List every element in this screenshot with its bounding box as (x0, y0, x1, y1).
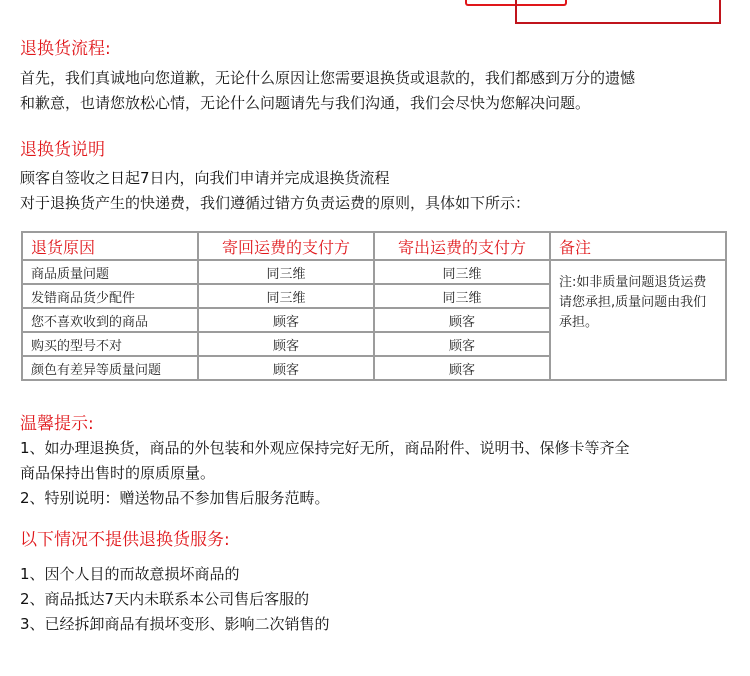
return-payer-cell: 顾客 (198, 308, 374, 332)
reason-cell: 颜色有差异等质量问题 (22, 356, 198, 380)
exclusions-list (20, 562, 740, 637)
return-payer-cell: 同三维 (198, 284, 374, 308)
section-heading-exclusions: 以下情况不提供退换货服务: (20, 530, 230, 550)
list-item: 1、因个人目的而故意损坏商品的 (20, 565, 240, 583)
return-payer-cell: 顾客 (198, 356, 374, 380)
outbound-payer-cell: 顾客 (374, 332, 550, 356)
section-heading-process: 退换货流程: (20, 39, 111, 59)
explanation-paragraph (20, 166, 740, 216)
outbound-payer-cell: 顾客 (374, 308, 550, 332)
process-paragraph (20, 66, 740, 116)
paragraph-line: 顾客自签收之日起7日内，向我们申请并完成退换货流程 (20, 169, 390, 187)
list-item: 2、商品抵达7天内未联系本公司售后客服的 (20, 590, 310, 608)
paragraph-line: 2、特别说明：赠送物品不参加售后服务范畴。 (20, 489, 330, 507)
list-item: 3、已经拆卸商品有损坏变形、影响二次销售的 (20, 615, 330, 633)
reason-cell: 您不喜欢收到的商品 (22, 308, 198, 332)
reason-cell: 购买的型号不对 (22, 332, 198, 356)
paragraph-line: 对于退换货产生的快递费，我们遵循过错方负责运费的原则，具体如下所示： (20, 194, 531, 212)
column-header-reason: 退货原因 (22, 232, 198, 260)
tips-paragraph (20, 436, 740, 511)
column-header-return-shipping: 寄回运费的支付方 (198, 232, 374, 260)
column-header-remarks: 备注 (550, 232, 726, 260)
return-policy-table (21, 231, 727, 381)
outbound-payer-cell: 同三维 (374, 260, 550, 284)
paragraph-line: 商品保持出售时的原质原量。 (20, 464, 216, 482)
section-heading-explanation: 退换货说明 (20, 140, 105, 160)
column-header-outbound-shipping: 寄出运费的支付方 (374, 232, 550, 260)
reason-cell: 发错商品货少配件 (22, 284, 198, 308)
paragraph-line: 1、如办理退换货，商品的外包装和外观应保持完好无所，商品附件、说明书、保修卡等齐全 (20, 439, 630, 457)
section-heading-tips: 温馨提示: (20, 414, 94, 434)
paragraph-line: 和歉意，也请您放松心情，无论什么问题请先与我们沟通，我们会尽快为您解决问题。 (20, 94, 591, 112)
return-payer-cell: 顾客 (198, 332, 374, 356)
table-row (22, 260, 726, 284)
return-payer-cell: 同三维 (198, 260, 374, 284)
remarks-note: 注:如非质量问题退货运费请您承担,质量问题由我们承担。 (550, 260, 726, 380)
decorative-box (515, 0, 721, 24)
outbound-payer-cell: 顾客 (374, 356, 550, 380)
paragraph-line: 首先，我们真诚地向您道歉，无论什么原因让您需要退换货或退款的，我们都感到万分的遗憾 (20, 69, 636, 87)
reason-cell: 商品质量问题 (22, 260, 198, 284)
outbound-payer-cell: 同三维 (374, 284, 550, 308)
table-header-row (22, 232, 726, 260)
